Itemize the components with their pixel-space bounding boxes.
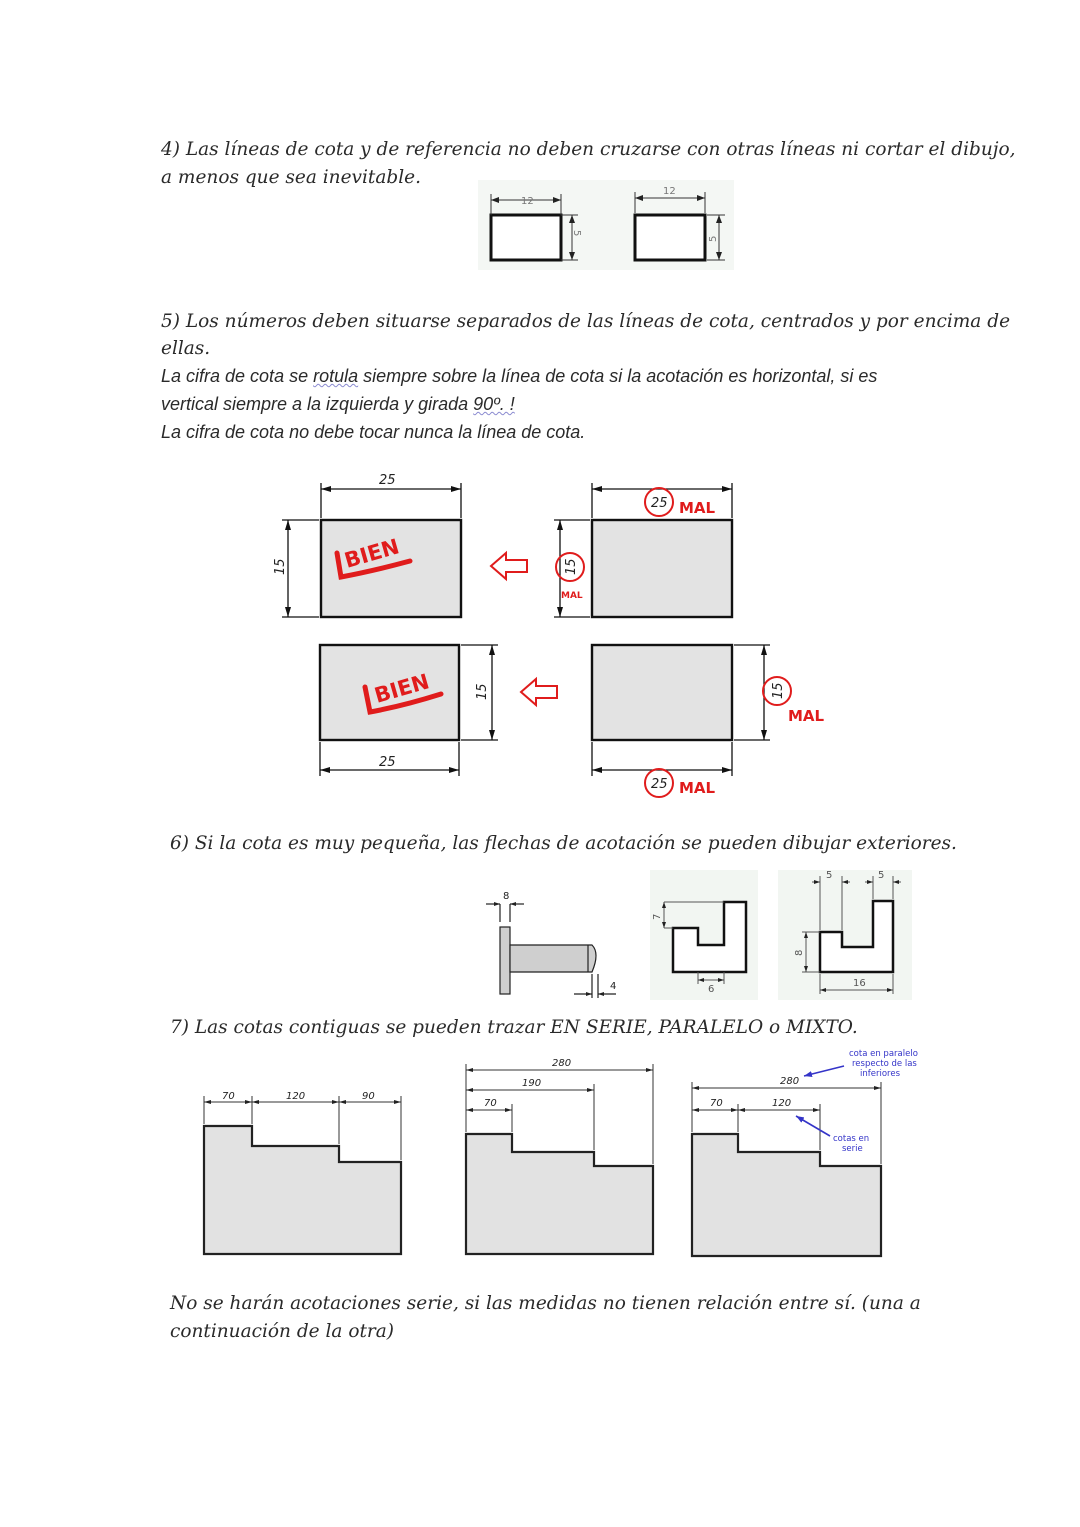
serie-dim-90: 90 [362, 1091, 375, 1102]
note-series-1: cotas en [833, 1134, 870, 1144]
note-parallel-1: cota en paralelo [849, 1049, 918, 1059]
figc-dim-top-left: 5 [826, 870, 833, 881]
rect-correct [635, 215, 705, 260]
bien-top: BIEN [341, 534, 402, 573]
section4-figure [478, 180, 734, 270]
mixto-dim-70: 70 [710, 1098, 723, 1109]
section6-line1: 6) Si la cota es muy pequeña, las flechas de acotación se pueden dibujar exteriores. [170, 833, 957, 854]
dim-25-tl: 25 [379, 473, 396, 488]
section5-line5: La cifra de cota no debe tocar nunca la línea de cota. [161, 422, 586, 442]
section5-line4: vertical siempre a la izquierda y girada 90º. ! [161, 394, 515, 414]
pin-dim-bottom: 4 [610, 981, 617, 992]
section5-line2: ellas. [161, 338, 211, 359]
dim-25-br: 25 [651, 777, 668, 792]
dim-15-tr: 15 [564, 558, 579, 575]
pin-dim-top: 8 [503, 891, 510, 902]
serie-dim-120: 120 [286, 1091, 306, 1102]
figb-dim-side: 7 [652, 913, 663, 920]
dim-25-tr: 25 [651, 496, 668, 511]
bien-bottom: BIEN [371, 669, 432, 708]
footer-line2: continuación de la otra) [170, 1321, 394, 1342]
paralelo-dim-70: 70 [484, 1098, 497, 1109]
dim-25-bl: 25 [379, 755, 396, 770]
arrow-left-bottom [521, 679, 557, 705]
figc-dim-top-right: 5 [878, 870, 885, 881]
note-parallel-3: inferiores [860, 1069, 900, 1079]
section5-line3: La cifra de cota se rotula siempre sobre la línea de cota si la acotación es horizontal, si es [161, 366, 878, 386]
dim-5-left: 5 [571, 230, 582, 237]
dim-15-bl: 15 [475, 683, 490, 700]
dim-12-left: 12 [521, 196, 534, 207]
paralelo-dim-190: 190 [522, 1078, 542, 1089]
mal-br-side: MAL [788, 707, 825, 725]
mixto-dim-120: 120 [772, 1098, 792, 1109]
serie-dim-70: 70 [222, 1091, 235, 1102]
section5-line1: 5) Los números deben situarse separados de las líneas de cota, centrados y por encima de [161, 311, 1011, 332]
section4-line2: a menos que sea inevitable. [161, 167, 421, 188]
paralelo-dim-280: 280 [552, 1058, 572, 1069]
note-series-2: serie [842, 1144, 863, 1154]
section7-line1: 7) Las cotas contiguas se pueden trazar EN SERIE, PARALELO o MIXTO. [170, 1017, 858, 1038]
arrow-left-top [491, 553, 527, 579]
section4-line1: 4) Las líneas de cota y de referencia no deben cruzarse con otras líneas ni cortar el dibujo, [161, 139, 1016, 160]
section6-figure [480, 868, 920, 1004]
footer-line1: No se harán acotaciones serie, si las medidas no tienen relación entre sí. (una a [170, 1293, 921, 1314]
figc-dim-side: 8 [794, 949, 805, 956]
figb-dim-bottom: 6 [708, 984, 715, 995]
dim-15-br: 15 [771, 682, 786, 699]
dim-12-right: 12 [663, 186, 676, 197]
mal-tr-side: MAL [561, 591, 583, 601]
section7-figure [196, 1044, 926, 1264]
dim-15-tl: 15 [273, 558, 288, 575]
note-parallel-2: respecto de las [852, 1059, 917, 1069]
mixto-dim-280: 280 [780, 1076, 800, 1087]
mal-tr-top: MAL [679, 499, 716, 517]
rect-incorrect [491, 215, 561, 260]
mal-br-bottom: MAL [679, 779, 716, 797]
dim-5-right: 5 [708, 235, 719, 242]
figc-dim-bottom: 16 [853, 978, 866, 989]
section5-figure [255, 465, 835, 805]
